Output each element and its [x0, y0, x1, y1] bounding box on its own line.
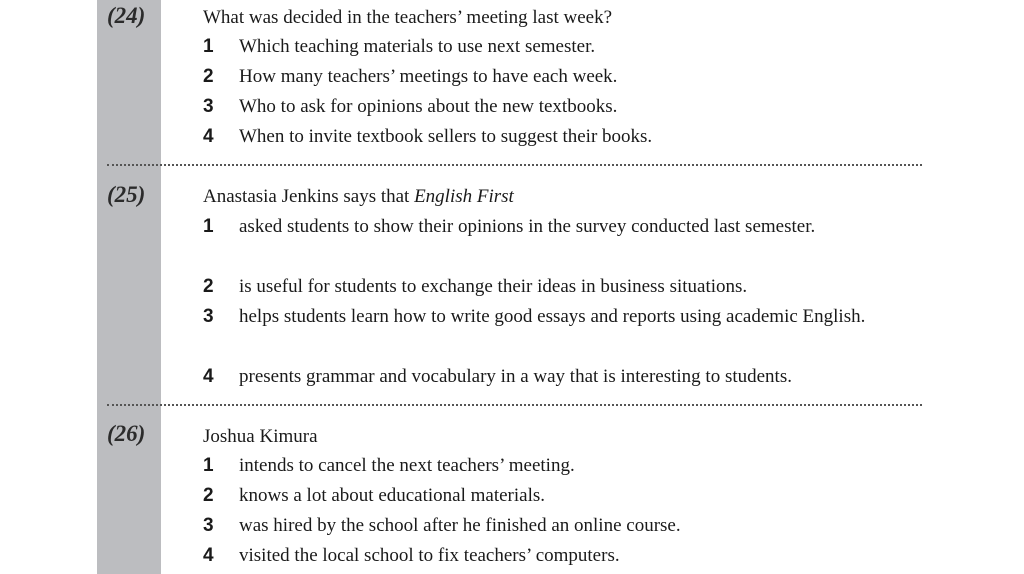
answer-option[interactable]: [203, 481, 922, 511]
option-number: 2: [203, 276, 214, 297]
answer-option[interactable]: [203, 212, 936, 242]
answer-option[interactable]: [203, 302, 936, 332]
section-divider: [107, 164, 922, 166]
option-number: 1: [203, 455, 214, 476]
option-text: knows a lot about educational materials.: [239, 485, 546, 506]
answer-option[interactable]: [203, 62, 922, 92]
option-number: 4: [203, 366, 214, 387]
option-number: 3: [203, 515, 214, 536]
option-text: How many teachers’ meetings to have each week.: [239, 66, 618, 87]
option-text: asked students to show their opinions in the survey conducted last semester.: [239, 216, 816, 237]
answer-option[interactable]: [203, 451, 922, 481]
option-number: 1: [203, 216, 214, 237]
option-number: 4: [203, 545, 214, 566]
answer-option[interactable]: [203, 92, 922, 122]
option-text: helps students learn how to write good essays and reports using academic English.: [239, 306, 866, 327]
option-number: 3: [203, 96, 214, 117]
option-text: intends to cancel the next teachers’ meeting.: [239, 455, 575, 476]
option-number: 4: [203, 126, 214, 147]
question-stem: Joshua Kimura: [203, 426, 318, 447]
option-text: Who to ask for opinions about the new textbooks.: [239, 96, 618, 117]
answer-option[interactable]: [203, 272, 922, 302]
option-text: When to invite textbook sellers to suggest their books.: [239, 126, 653, 147]
answer-option[interactable]: [203, 122, 922, 152]
option-number: 3: [203, 306, 214, 327]
section-divider: [107, 404, 922, 406]
question-stem: [203, 187, 514, 206]
stem-text: Anastasia Jenkins says that: [203, 186, 415, 207]
answer-option[interactable]: [203, 32, 922, 62]
option-text: was hired by the school after he finished an online course.: [239, 515, 681, 536]
margin-bar: [97, 0, 161, 574]
question-number: (25): [107, 182, 146, 207]
question-stem: What was decided in the teachers’ meeting last week?: [203, 7, 613, 28]
option-number: 1: [203, 36, 214, 57]
answer-option[interactable]: [203, 511, 922, 541]
question-number: (24): [107, 3, 146, 28]
option-text: presents grammar and vocabulary in a way that is interesting to students.: [239, 366, 792, 387]
option-text: is useful for students to exchange their ideas in business situations.: [239, 276, 748, 297]
option-text: visited the local school to fix teachers’ computers.: [239, 545, 620, 566]
question-number: (26): [107, 421, 146, 446]
option-number: 2: [203, 66, 214, 87]
option-number: 2: [203, 485, 214, 506]
answer-option[interactable]: [203, 541, 922, 571]
option-text: Which teaching materials to use next semester.: [239, 36, 596, 57]
answer-option[interactable]: [203, 362, 922, 392]
stem-italic-title: English First: [414, 186, 514, 207]
